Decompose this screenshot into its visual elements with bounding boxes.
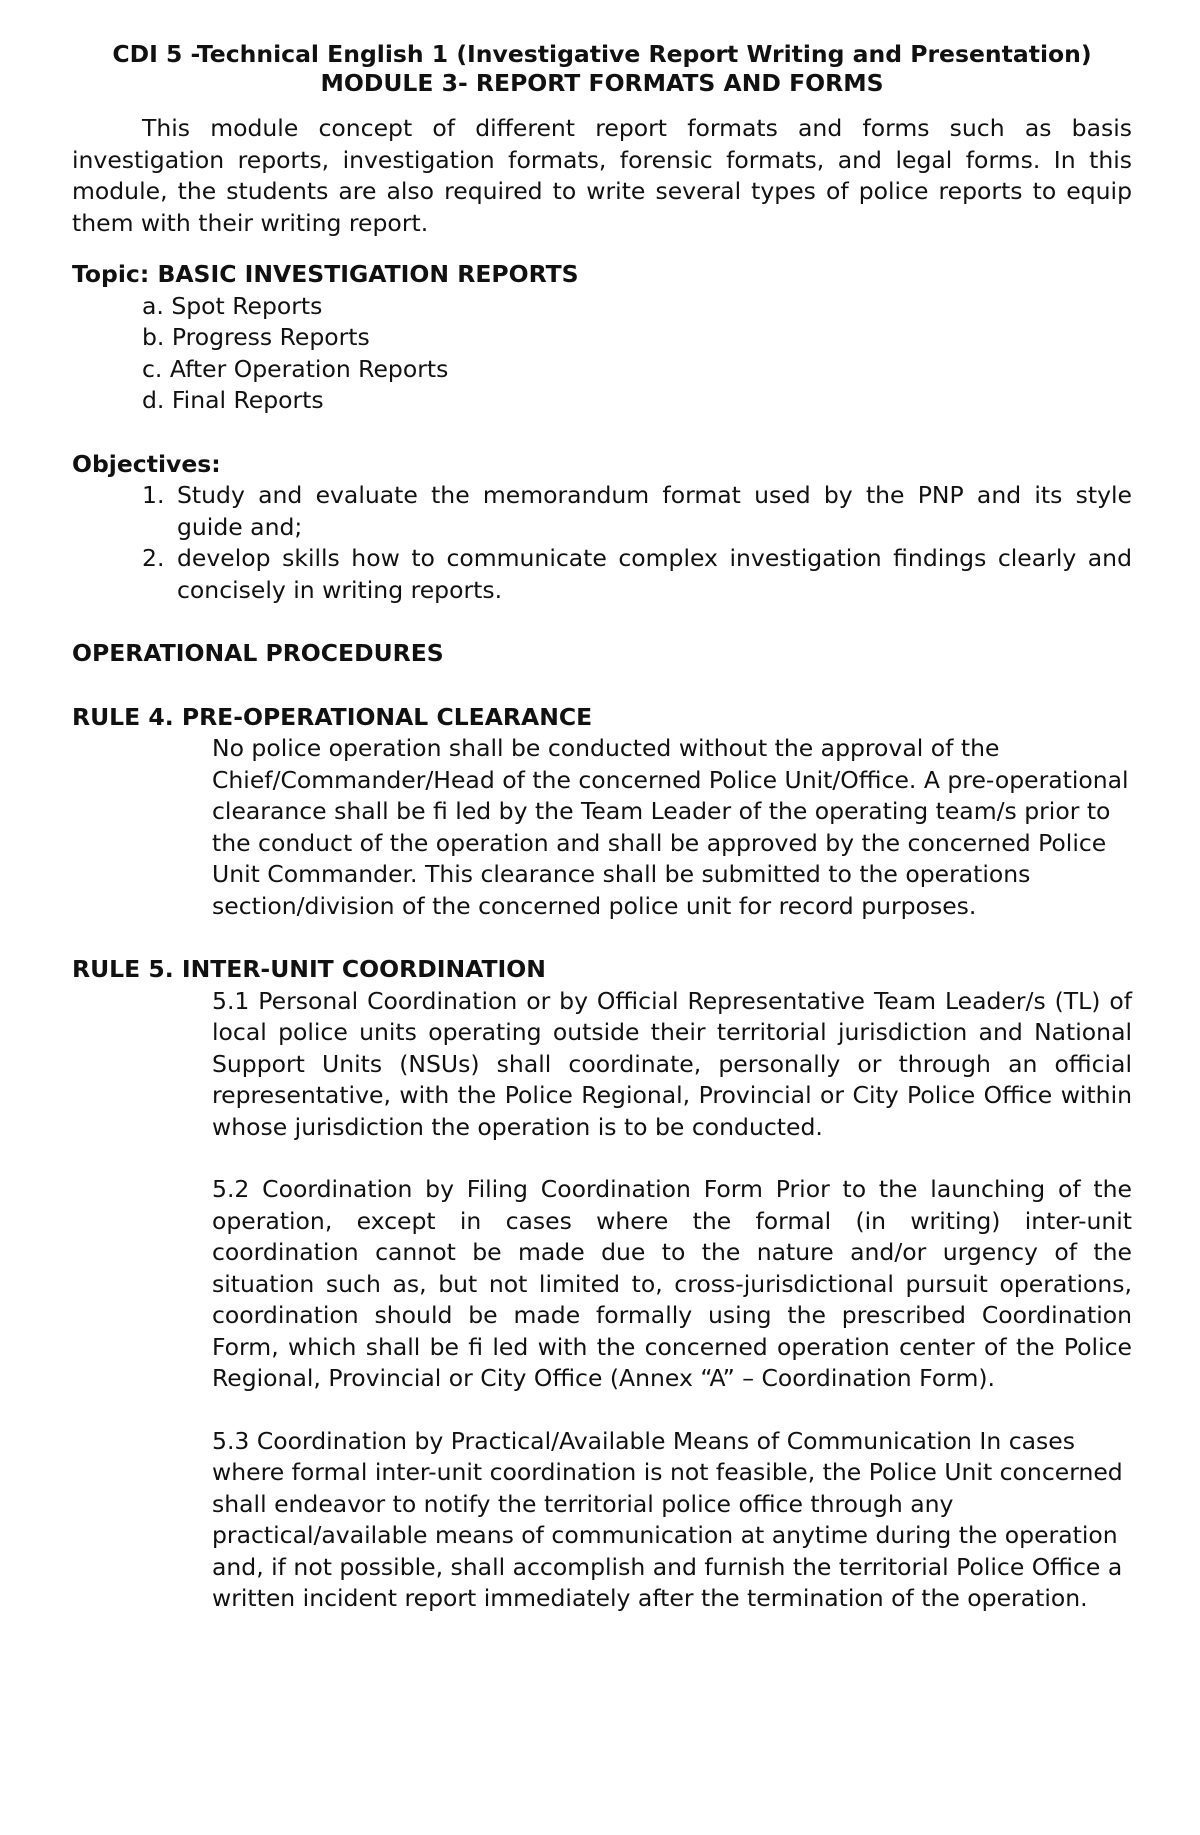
topic-heading: Topic: BASIC INVESTIGATION REPORTS (72, 260, 579, 288)
rule5-paragraph-3: 5.3 Coordination by Practical/Available Means of Communication In cases where formal inter-unit coordination is not feasible, the Police Unit concerned shall endeavor to notify the territorial police office through any practical/available means of communication at anytime during the operation and, if not possible, shall accomplish and furnish the territorial Police Office a written incident report immediately after the termination of the operation. (212, 1426, 1123, 1612)
document-header (72, 40, 1132, 98)
list-item: c. After Operation Reports (142, 354, 449, 383)
list-item: d. Final Reports (142, 386, 324, 414)
list-item (72, 480, 1132, 543)
operational-procedures-heading: OPERATIONAL PROCEDURES (72, 639, 444, 667)
rule4-body: No police operation shall be conducted without the approval of the Chief/Commander/Head of the concerned Police Unit/Office. A pre-operational clearance shall be fi led by the Team Leader of the operating team/s prior to the conduct of the operation and shall be approved by the concerned Police Unit Commander. This clearance shall be submitted to the operations section/division of the concerned police unit for record purposes. (212, 734, 1129, 920)
module-title: MODULE 3- REPORT FORMATS AND FORMS (320, 69, 884, 97)
rule5-paragraph-2: 5.2 Coordination by Filing Coordination Form Prior to the launching of the operation, except in cases where the formal (in writing) inter-unit coordination cannot be made due to the nature and/or urgency of the situation such as, but not limited to, cross-jurisdictional pursuit operations, coordination should be made formally using the prescribed Coordination Form, which shall be fi led with the concerned operation center of the Police Regional, Provincial or City Office (Annex “A” – Coordination Form). (212, 1175, 1132, 1392)
objective-text: Study and evaluate the memorandum format used by the PNP and its style guide and; (177, 481, 1132, 541)
list-item (72, 543, 1132, 606)
list-item: b. Progress Reports (142, 323, 370, 351)
topic-list (72, 291, 1132, 417)
list-number: 1. (142, 481, 165, 509)
rule4-heading: RULE 4. PRE-OPERATIONAL CLEARANCE (72, 702, 593, 731)
document-page (72, 40, 1132, 1615)
objectives-heading: Objectives: (72, 449, 221, 478)
list-item: a. Spot Reports (142, 291, 323, 320)
module-intro: This module concept of different report formats and forms such as basis investigation reports, investigation formats, forensic formats, and legal forms. In this module, the students are also required to write several types of police reports to equip them with their writing report. (72, 114, 1132, 237)
rule5-paragraph-1: 5.1 Personal Coordination or by Official Representative Team Leader/s (TL) of local police units operating outside their territorial jurisdiction and National Support Units (NSUs) shall coordinate, personally or through an official representative, with the Police Regional, Provincial or City Police Office within whose jurisdiction the operation is to be conducted. (212, 986, 1132, 1141)
rule5-heading: RULE 5. INTER-UNIT COORDINATION (72, 955, 546, 983)
objective-text: develop skills how to communicate complex investigation findings clearly and concisely in writing reports. (177, 544, 1132, 604)
course-title: CDI 5 -Technical English 1 (Investigative Report Writing and Presentation) (112, 40, 1092, 68)
objectives-list (72, 480, 1132, 606)
list-number: 2. (142, 544, 165, 572)
